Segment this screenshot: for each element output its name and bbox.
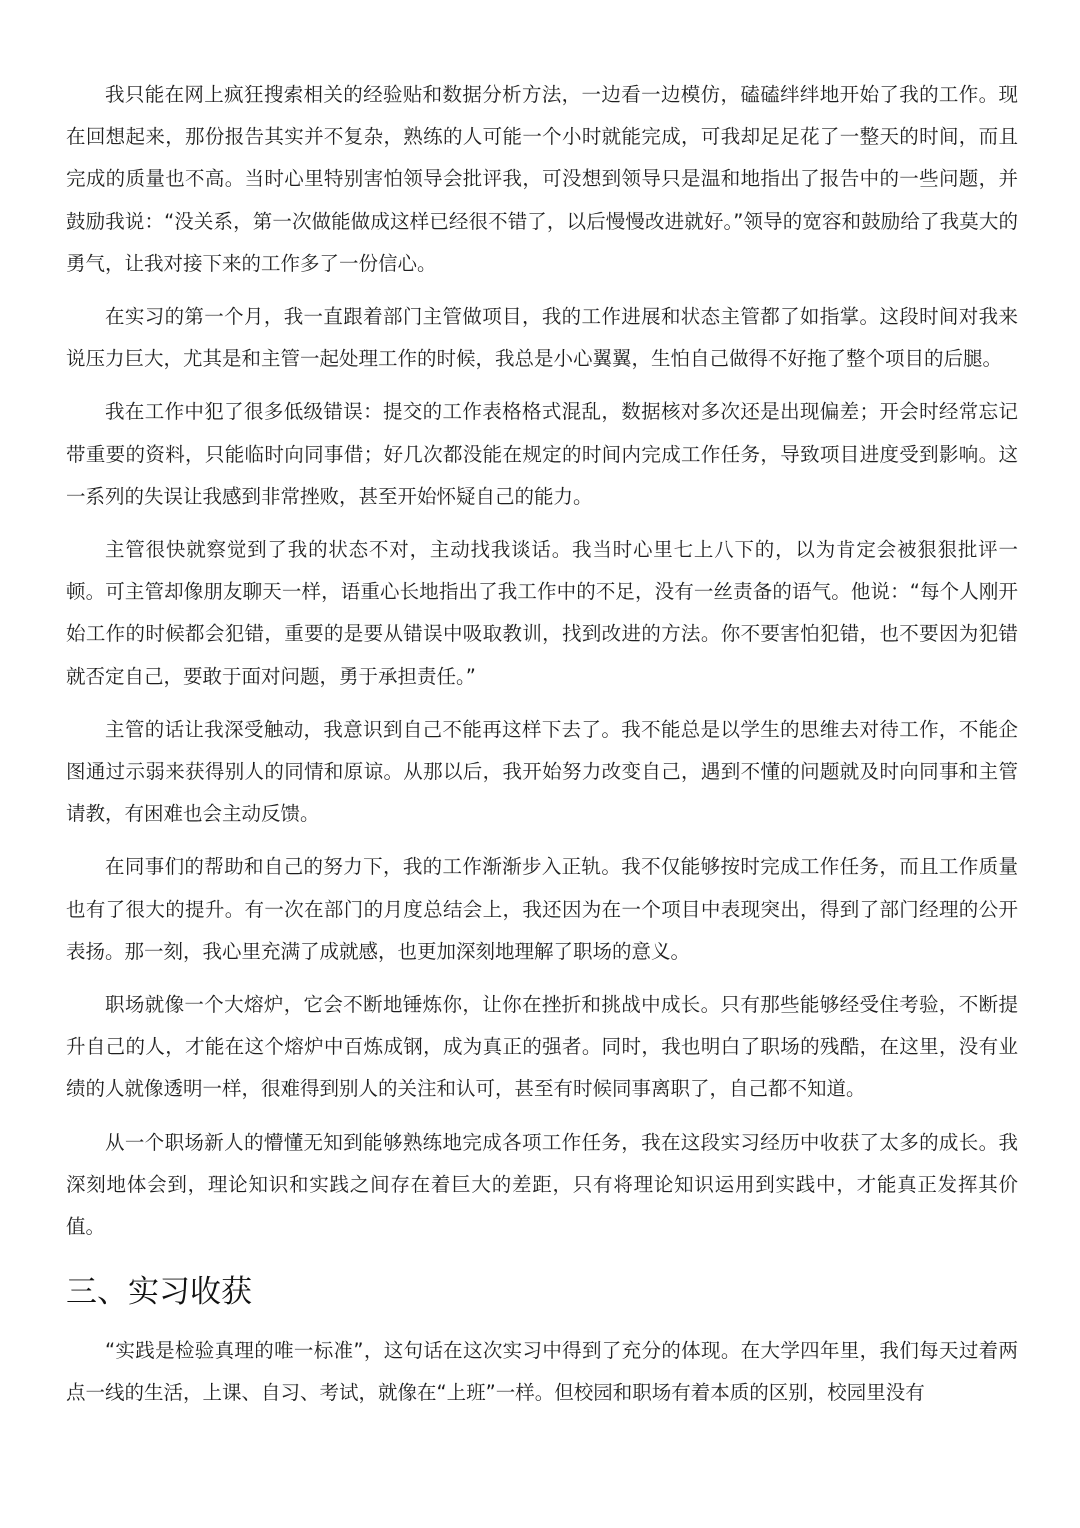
paragraph: 主管的话让我深受触动，我意识到自己不能再这样下去了。我不能总是以学生的思维去对待工作，不能企图通过示弱来获得别人的同情和原谅。从那以后，我开始努力改变自己，遇到不懂的问题就及时向同事和主管请教，有困难也会主动反馈。	[66, 717, 1018, 826]
paragraph: 我只能在网上疯狂搜索相关的经验贴和数据分析方法，一边看一边模仿，磕磕绊绊地开始了我的工作。现在回想起来，那份报告其实并不复杂，熟练的人可能一个小时就能完成，可我却足足花了一整天的时间，而且完成的质量也不高。当时心里特别害怕领导会批评我，可没想到领导只是温和地指出了报告中的一些问题，并鼓励我说：“没关系，第一次做能做成这样已经很不错了，以后慢慢改进就好。”领导的宽容和鼓励给了我莫大的勇气，让我对接下来的工作多了一份信心。	[66, 83, 1018, 275]
document-page	[66, 74, 1018, 1426]
paragraph: 在同事们的帮助和自己的努力下，我的工作渐渐步入正轨。我不仅能够按时完成工作任务，而且工作质量也有了很大的提升。有一次在部门的月度总结会上，我还因为在一个项目中表现突出，得到了部门经理的公开表扬。那一刻，我心里充满了成就感，也更加深刻地理解了职场的意义。	[66, 855, 1018, 963]
paragraph: 职场就像一个大熔炉，它会不断地锤炼你，让你在挫折和挑战中成长。只有那些能够经受住考验，不断提升自己的人，才能在这个熔炉中百炼成钢，成为真正的强者。同时，我也明白了职场的残酷，在这里，没有业绩的人就像透明一样，很难得到别人的关注和认可，甚至有时候同事离职了，自己都不知道。	[66, 993, 1018, 1101]
paragraph: 从一个职场新人的懵懂无知到能够熟练地完成各项工作任务，我在这段实习经历中收获了太多的成长。我深刻地体会到，理论知识和实践之间存在着巨大的差距，只有将理论知识运用到实践中，才能真正发挥其价值。	[66, 1130, 1018, 1239]
paragraph: 在实习的第一个月，我一直跟着部门主管做项目，我的工作进展和状态主管都了如指掌。这段时间对我来说压力巨大，尤其是和主管一起处理工作的时候，我总是小心翼翼，生怕自己做得不好拖了整个项目的后腿。	[66, 305, 1018, 371]
paragraph: 我在工作中犯了很多低级错误：提交的工作表格格式混乱，数据核对多次还是出现偏差；开会时经常忘记带重要的资料，只能临时向同事借；好几次都没能在规定的时间内完成工作任务，导致项目进度受到影响。这一系列的失误让我感到非常挫败，甚至开始怀疑自己的能力。	[66, 400, 1018, 508]
section-heading: 三、实习收获	[66, 1274, 252, 1311]
paragraph: “实践是检验真理的唯一标准”，这句话在这次实习中得到了充分的体现。在大学四年里，我们每天过着两点一线的生活，上课、自习、考试，就像在“上班”一样。但校园和职场有着本质的区别，校园里没有	[66, 1339, 1018, 1405]
paragraph: 主管很快就察觉到了我的状态不对，主动找我谈话。我当时心里七上八下的，以为肯定会被狠狠批评一顿。可主管却像朋友聊天一样，语重心长地指出了我工作中的不足，没有一丝责备的语气。他说：“每个人刚开始工作的时候都会犯错，重要的是要从错误中吸取教训，找到改进的方法。你不要害怕犯错，也不要因为犯错就否定自己，要敢于面对问题，勇于承担责任。”	[66, 538, 1018, 688]
